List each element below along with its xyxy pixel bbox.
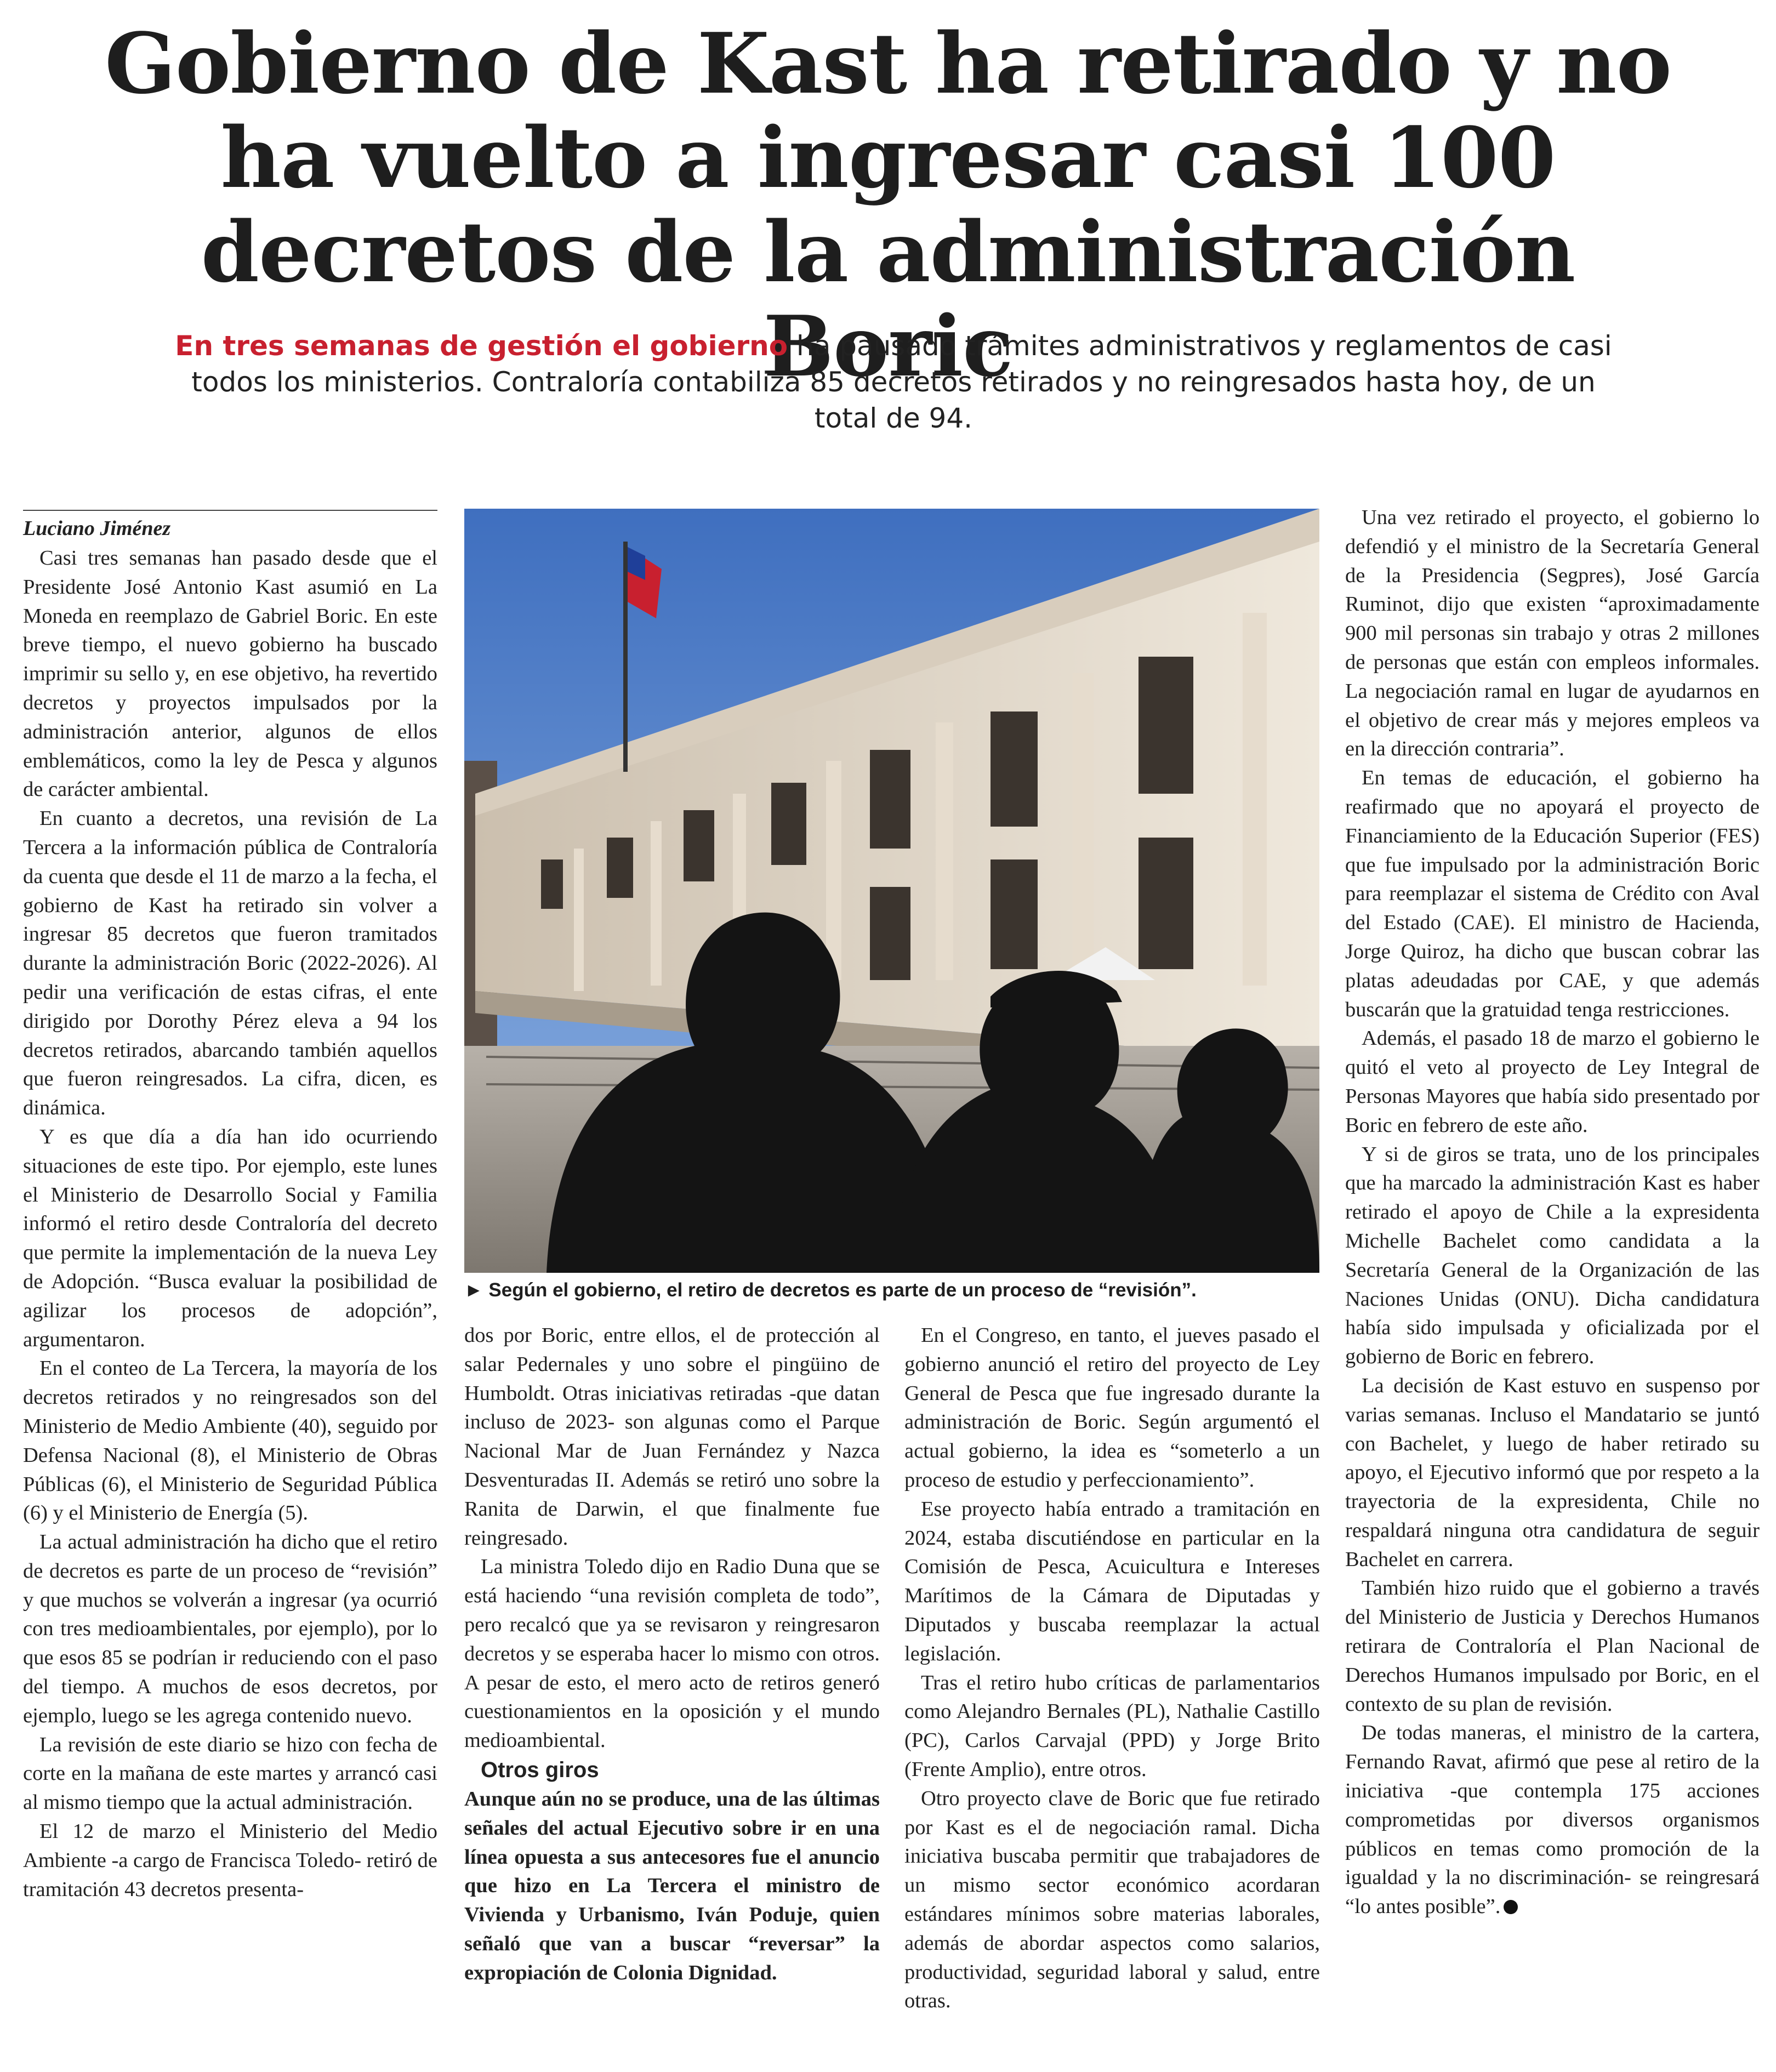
paragraph: Tras el retiro hubo críticas de parlamentarios como Alejandro Bernales (PL), Nathalie Castillo (PC), Carlos Carvajal (PPD) y Jorge Brito (Frente Amplio), entre otros.: [904, 1671, 1320, 1781]
paragraph: Otro proyecto clave de Boric que fue retirado por Kast es el de negociación ramal. Dicha iniciativa buscaba permitir que trabajadores de un mismo sector económico acordaran estándares mínimos sobre materias laborales, además de abordar aspectos como salarios, productividad, seguridad laboral y salud, entre otras.: [904, 1786, 1320, 2013]
subhead-otros-giros: Otros giros: [481, 1757, 599, 1782]
paragraph: dos por Boric, entre ellos, el de protección al salar Pedernales y uno sobre el pingüino de Humboldt. Otras iniciativas retiradas -que datan incluso de 2023- son algunas como el Parque Nacional Mar de Juan Fernández y Nazca Desventuradas II. Además se retiró uno sobre la Ranita de Darwin, el que finalmente fue reingresado.: [464, 1324, 880, 1550]
paragraph: También hizo ruido que el gobierno a través del Ministerio de Justicia y Derechos Humanos retirara de Contraloría el Plan Nacional de Derechos Humanos impulsado por Boric, en el contexto de su plan de revisión.: [1345, 1576, 1760, 1716]
article-column-4: [1345, 503, 1760, 1921]
paragraph: El 12 de marzo el Ministerio del Medio Ambiente -a cargo de Francisca Toledo- retiró de tramitación 43 decretos presenta-: [23, 1820, 437, 1901]
article-column-2: [464, 1321, 880, 1988]
paragraph: La actual administración ha dicho que el retiro de decretos es parte de un proceso de “revisión” y que muchos se volverán a ingresar (ya ocurrió con tres medioambientales, por ejemplo), por lo que esos 85 se podrían ir reduciendo con el paso del tiempo. A muchos de esos decretos, por ejemplo, luego se les agrega contenido nuevo.: [23, 1530, 437, 1727]
paragraph: Una vez retirado el proyecto, el gobierno lo defendió y el ministro de la Secretaría General de la Presidencia (Segpres), José García Ruminot, dijo que existen “aproximadamente 900 mil personas sin trabajo y otras 2 millones de personas que están con empleos informales. La negociación ramal en lugar de ayudarnos en el objetivo de crear más y mejores empleos va en la dirección contraria”.: [1345, 506, 1760, 761]
dek: [164, 328, 1623, 436]
paragraph: La ministra Toledo dijo en Radio Duna que se está haciendo “una revisión completa de todo”, pero recalcó que ya se revisaron y reingresaron decretos y se esperaba hacer lo mismo con otros. A pesar de esto, el mero acto de retiros generó cuestionamientos en la oposición y el mundo medioambiental.: [464, 1555, 880, 1752]
paragraph: Casi tres semanas han pasado desde que el Presidente José Antonio Kast asumió en La Moneda en reemplazo de Gabriel Boric. En este breve tiempo, el nuevo gobierno ha buscado imprimir su sello y, en ese objetivo, ha revertido decretos y proyectos impulsados por la administración anterior, algunos de ellos emblemáticos, como la ley de Pesca y algunos de carácter ambiental.: [23, 547, 437, 801]
la-moneda-photo: [464, 509, 1319, 1273]
article-photo: [464, 509, 1319, 1273]
paragraph: Y es que día a día han ido ocurriendo situaciones de este tipo. Por ejemplo, este lunes el Ministerio de Desarrollo Social y Familia informó el retiro desde Contraloría del decreto que permite la implementación de la nueva Ley de Adopción. “Busca evaluar la posibilidad de agilizar los procesos de adopción”, argumentaron.: [23, 1125, 437, 1351]
end-mark-icon: [1504, 1900, 1518, 1914]
dek-text: ha pausado trámites administrativos y reglamentos de casi todos los ministerios. Contraloría contabiliza 85 decretos retirados y no reingresados hasta hoy, de un total de 94.: [191, 330, 1612, 434]
dek-lead: En tres semanas de gestión el gobierno: [175, 330, 788, 362]
article-column-1: [23, 544, 437, 1904]
paragraph: En cuanto a decretos, una revisión de La Tercera a la información pública de Contraloría da cuenta que desde el 11 de marzo a la fecha, el gobierno de Kast ha retirado sin volver a ingresar 85 decretos que fueron tramitados durante la administración Boric (2022-2026). Al pedir una verificación de estas cifras, el ente dirigido por Dorothy Pérez eleva a 94 los decretos retirados, abarcando también aquellos que fueron reingresados. La cifra, dicen, es dinámica.: [23, 807, 437, 1120]
paragraph: En el conteo de La Tercera, la mayoría de los decretos retirados y no reingresados son del Ministerio de Medio Ambiente (40), seguido por Defensa Nacional (8), el Ministerio de Obras Públicas (6), el Ministerio de Seguridad Pública (6) y el Ministerio de Energía (5).: [23, 1357, 437, 1525]
article-column-3: [904, 1321, 1320, 2016]
photo-caption: [464, 1277, 1319, 1303]
paragraph-bold: Aunque aún no se produce, una de las últimas señales del actual Ejecutivo sobre ir en una línea opuesta a sus antecesores fue el anuncio que hizo en La Tercera el ministro de Vivienda y Urbanismo, Iván Poduje, quien señaló que van a buscar “reversar” la expropiación de Colonia Dignidad.: [464, 1787, 880, 1984]
paragraph: En el Congreso, en tanto, el jueves pasado el gobierno anunció el retiro del proyecto de Ley General de Pesca que fue ingresado durante la administración de Boric. Según argumentó el actual gobierno, la idea es “someterlo a un proceso de estudio y perfeccionamiento”.: [904, 1324, 1320, 1492]
paragraph: Además, el pasado 18 de marzo el gobierno le quitó el veto al proyecto de Ley Integral de Personas Mayores que había sido presentado por Boric en febrero de este año.: [1345, 1027, 1760, 1137]
paragraph: Y si de giros se trata, uno de los principales que ha marcado la administración Kast es haber retirado el apoyo de Chile a la expresidenta Michelle Bachelet como candidata a la Secretaría General de la Organización de las Naciones Unidas (ONU). Dicha candidatura había sido impulsada y oficializada por el gobierno de Boric en febrero.: [1345, 1142, 1760, 1369]
paragraph: En temas de educación, el gobierno ha reafirmado que no apoyará el proyecto de Financiamiento de la Educación Superior (FES) que fue impulsado por la administración Boric para reemplazar el sistema de Crédito con Aval del Estado (CAE). El ministro de Hacienda, Jorge Quiroz, ha dicho que buscan cobrar las platas adeudadas por CAE, y que además buscarán que la gratuidad tenga restricciones.: [1345, 766, 1760, 1021]
caption-marker: ►: [464, 1279, 483, 1301]
paragraph: La revisión de este diario se hizo con fecha de corte en la mañana de este martes y arrancó casi al mismo tiempo que la actual administración.: [23, 1733, 437, 1814]
paragraph-text: De todas maneras, el ministro de la cartera, Fernando Ravat, afirmó que pese al retiro de la iniciativa -que contempla 175 acciones comprometidas por diversos organismos públicos en temas como promoción de la igualdad y la no discriminación- se reingresará “lo antes posible”.: [1345, 1721, 1760, 1919]
headline: Gobierno de Kast ha retirado y no ha vuelto a ingresar casi 100 decretos de la administración Boric: [105, 14, 1671, 395]
caption-text: Según el gobierno, el retiro de decretos es parte de un proceso de “revisión”.: [488, 1279, 1197, 1301]
paragraph: La decisión de Kast estuvo en suspenso por varias semanas. Incluso el Mandatario se juntó con Bachelet, y luego de haber retirado su apoyo, el Ejecutivo informó que por respeto a la trayectoria de la expresidenta, Chile no respaldará ninguna otra candidatura de seguir Bachelet en carrera.: [1345, 1374, 1760, 1571]
byline: Luciano Jiménez: [23, 510, 437, 542]
paragraph-last: [1345, 1718, 1760, 1921]
paragraph: Ese proyecto había entrado a tramitación en 2024, estaba discutiéndose en particular en la Comisión de Pesca, Acuicultura e Intereses Marítimos de la Cámara de Diputadas y Diputados y buscaba reemplazar la actual legislación.: [904, 1497, 1320, 1665]
